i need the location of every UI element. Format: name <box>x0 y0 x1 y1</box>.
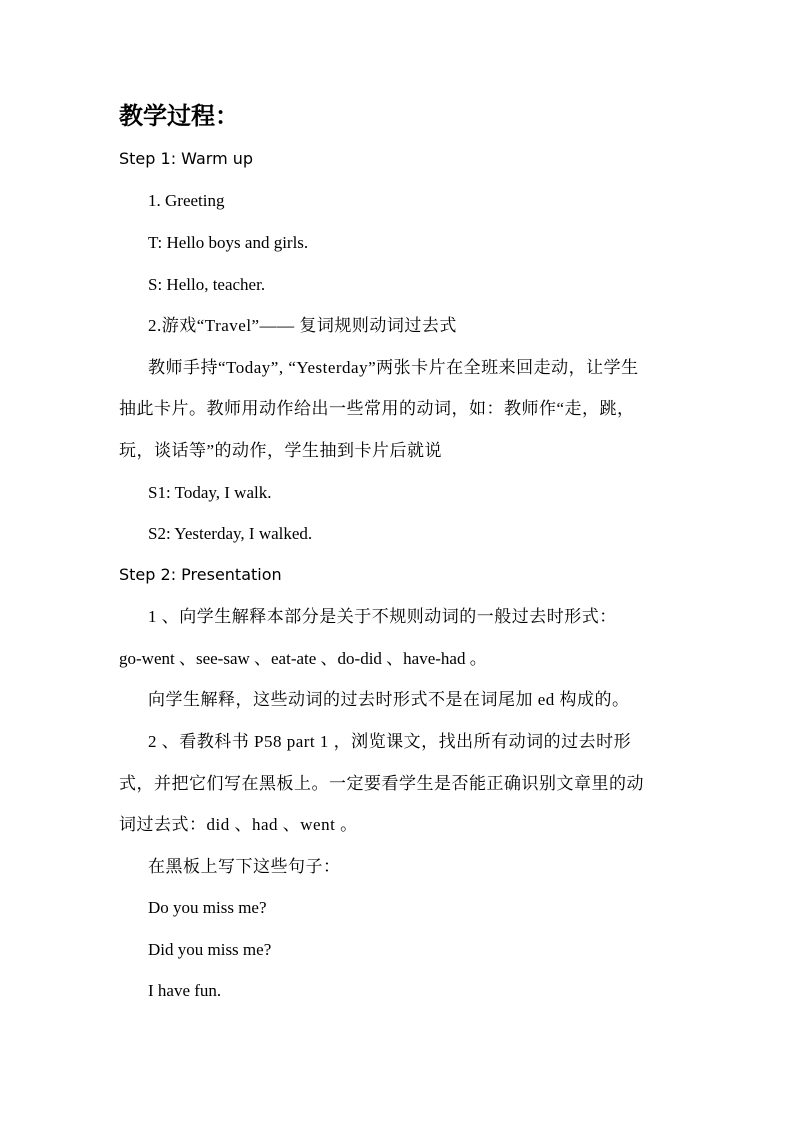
greeting-item: 1. Greeting <box>148 191 225 210</box>
explain-line: 向学生解释，这些动词的过去时形式不是在词尾加 ed 构成的。 <box>148 690 630 709</box>
s2-line: S2: Yesterday, I walked. <box>148 524 313 543</box>
game-item: 2.游戏“Travel”—— 复词规则动词过去式 <box>148 316 457 335</box>
step1-heading: Step 1: Warm up <box>119 149 254 168</box>
page-title: 教学过程： <box>119 101 239 130</box>
board-intro: 在黑板上写下这些句子： <box>148 857 341 876</box>
item2-line-1: 2 、看教科书 P58 part 1 ，浏览课文，找出所有动词的过去时形 <box>148 732 632 751</box>
game-description-line-3: 玩，谈话等”的动作，学生抽到卡片后就说 <box>119 441 443 460</box>
item2-line-2: 式，并把它们写在黑板上。一定要看学生是否能正确识别文章里的动 <box>119 774 644 793</box>
item1-line-2: go-went 、see-saw 、eat-ate 、do-did 、have-had 。 <box>119 649 487 668</box>
sentence-1: Do you miss me? <box>148 898 267 917</box>
step2-heading: Step 2: Presentation <box>119 565 282 584</box>
teacher-line: T: Hello boys and girls. <box>148 233 309 252</box>
sentence-3: I have fun. <box>148 981 222 1000</box>
item2-line-3: 词过去式：did 、had 、went 。 <box>119 815 358 834</box>
sentence-2: Did you miss me? <box>148 940 272 959</box>
s1-line: S1: Today, I walk. <box>148 483 272 502</box>
game-description-line-1: 教师手持“Today”, “Yesterday”两张卡片在全班来回走动，让学生 <box>148 358 639 377</box>
game-description-line-2: 抽此卡片。教师用动作给出一些常用的动词，如：教师作“走，跳， <box>119 399 635 418</box>
student-line: S: Hello, teacher. <box>148 275 266 294</box>
item1-line-1: 1 、向学生解释本部分是关于不规则动词的一般过去时形式： <box>148 607 617 626</box>
